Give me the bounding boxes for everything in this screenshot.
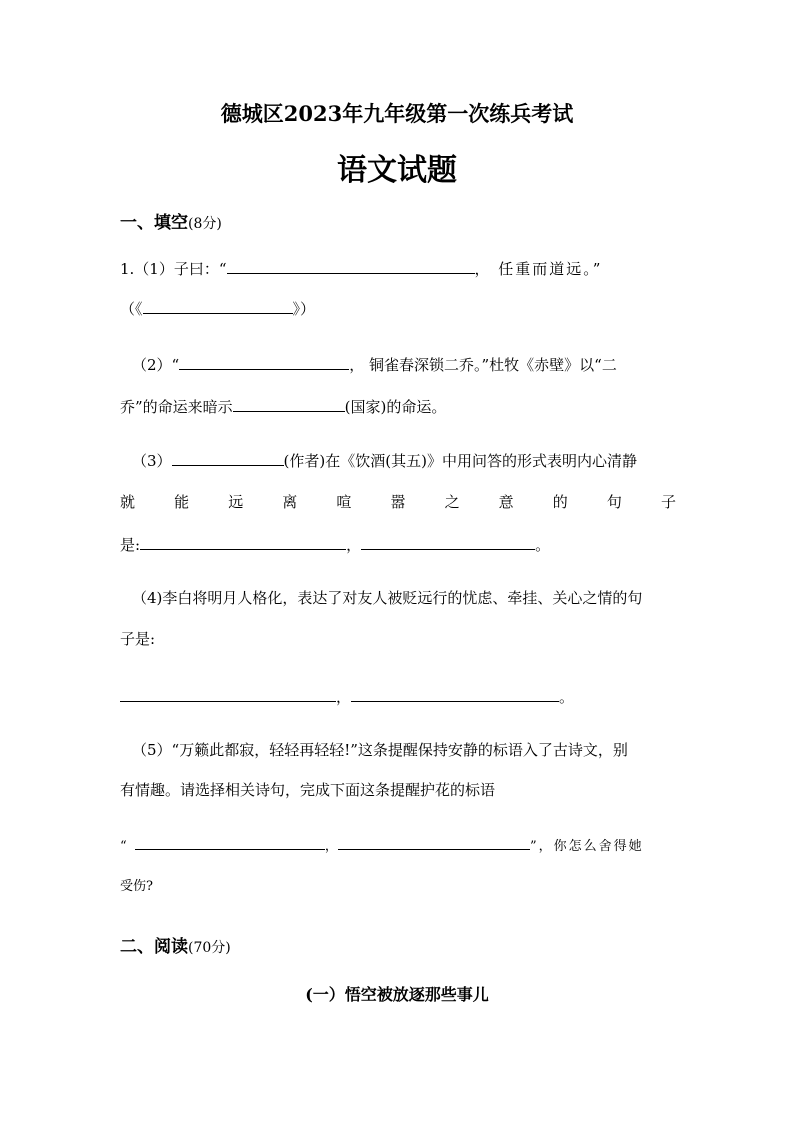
q2-line2-suffix: (国家)的命运。	[344, 398, 447, 416]
q4-period: 。	[559, 688, 575, 706]
q1-line2	[120, 298, 676, 319]
q1-mid: ， 任重而道远。”	[474, 260, 603, 278]
q3-period: 。	[535, 536, 551, 554]
q3-line3-prefix: 是:	[120, 536, 141, 554]
q4-comma: ，	[336, 688, 352, 706]
section-points: (70分)	[188, 940, 231, 956]
q3-line2	[120, 492, 676, 512]
q5-blank-2[interactable]	[338, 834, 530, 850]
q3-prefix: （3）	[132, 452, 172, 470]
q1-source-blank[interactable]	[143, 298, 293, 314]
q3-line3	[120, 534, 676, 555]
q3-comma: ，	[346, 536, 362, 554]
q5-line1: （5）“万籁此都寂，轻轻再轻轻!”这条提醒保持安静的标语入了古诗文，别	[132, 741, 628, 759]
q3-char: 远	[228, 493, 244, 511]
q2-blank[interactable]	[179, 354, 349, 370]
q3-char: 意	[498, 493, 514, 511]
q4-line1: （4)李白将明月人格化，表达了对友人被贬远行的忧虑、牵挂、关心之情的句	[132, 589, 643, 607]
q5-line4: 受伤?	[120, 879, 153, 894]
q5-line3	[120, 834, 676, 857]
q3-char: 就	[120, 493, 136, 511]
q3-char: 能	[174, 493, 190, 511]
section-heading-text: 一、填空	[120, 213, 188, 233]
q3-line1	[132, 450, 688, 471]
reading-subtitle: (一）悟空被放逐那些事儿	[305, 985, 489, 1004]
q1-blank[interactable]	[227, 258, 475, 274]
q3-blank-1[interactable]	[140, 534, 346, 550]
subject-title: 语文试题	[337, 153, 457, 188]
q2-line1	[132, 354, 688, 375]
q3-author-blank[interactable]	[172, 450, 284, 466]
q2-country-blank[interactable]	[233, 396, 345, 412]
section-heading-reading	[120, 932, 231, 957]
q1-src-close: 》）	[292, 300, 316, 318]
q4-blank-1[interactable]	[120, 686, 336, 702]
q3-char: 句	[606, 493, 622, 511]
section-heading-text: 二、阅读	[120, 937, 188, 957]
q3-char: 的	[552, 493, 568, 511]
q3-blank-2[interactable]	[361, 534, 535, 550]
q3-char: 喧	[336, 493, 352, 511]
q4-blank-2[interactable]	[351, 686, 559, 702]
q1-src-open: （《	[120, 300, 143, 318]
section-points: (8分)	[188, 216, 222, 232]
q2-prefix: （2）“	[132, 356, 180, 374]
q3-mid: (作者)在《饮酒(其五)》中用问答的形式表明内心清静	[283, 452, 637, 470]
section-heading-fill-blank	[120, 208, 222, 233]
q1-line1	[120, 258, 676, 279]
q3-char: 之	[444, 493, 460, 511]
q1-prefix: 1.（1）子曰：“	[120, 260, 227, 278]
exam-title: 德城区2023年九年级第一次练兵考试	[220, 101, 574, 126]
q3-char: 嚣	[390, 493, 406, 511]
q2-line2	[120, 396, 676, 417]
q5-open-quote: “	[120, 839, 127, 854]
q4-line2: 子是:	[120, 630, 156, 648]
q3-char: 子	[660, 493, 676, 511]
q5-blank-1[interactable]	[135, 834, 325, 850]
q5-close-text: ”，你怎么舍得她	[529, 839, 644, 854]
q4-line3	[120, 686, 676, 707]
q3-char: 离	[282, 493, 298, 511]
q2-line2-prefix: 乔”的命运来暗示	[120, 398, 233, 416]
q5-comma: ，	[324, 839, 338, 854]
q2-mid: ， 铜雀春深锁二乔。”杜牧《赤壁》以“二	[349, 356, 617, 374]
q5-line2: 有情趣。请选择相关诗句，完成下面这条提醒护花的标语	[120, 781, 496, 799]
